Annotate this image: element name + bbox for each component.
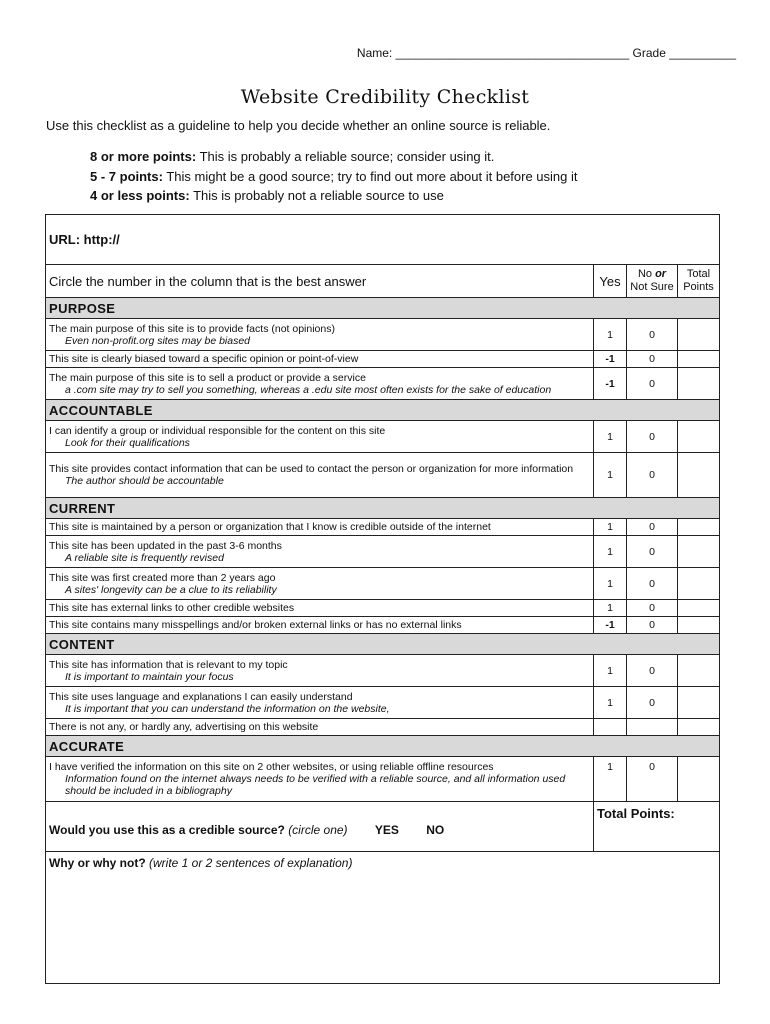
table-row	[46, 687, 720, 719]
name-grade-line	[357, 46, 736, 60]
scoring-label: 5 - 7 points:	[90, 168, 163, 184]
no-score[interactable]: 0	[627, 368, 678, 400]
final-question-text: Would you use this as a credible source?	[49, 823, 285, 837]
table-row	[46, 617, 720, 634]
yes-score[interactable]: 1	[594, 568, 627, 600]
question-text: This site provides contact information that can be used to contact the person or organization for more information	[49, 463, 574, 475]
question-hint: The author should be accountable	[65, 475, 224, 487]
scoring-line	[90, 186, 578, 206]
total-cell[interactable]	[678, 687, 720, 719]
total-cell[interactable]	[678, 600, 720, 617]
checklist-table	[45, 214, 720, 984]
question-text: This site is clearly biased toward a specific opinion or point-of-view	[46, 351, 594, 368]
table-row	[46, 600, 720, 617]
yes-score[interactable]: -1	[594, 368, 627, 400]
question-cell	[46, 368, 594, 400]
name-field[interactable]: ___________________________________	[395, 46, 630, 60]
total-points-box[interactable]: Total Points:	[594, 802, 720, 852]
question-text: The main purpose of this site is to sell a product or provide a service	[49, 371, 366, 384]
question-text: This site contains many misspellings and/or broken external links or has no external links	[46, 617, 594, 634]
yes-score[interactable]: 1	[594, 519, 627, 536]
question-hint: a .com site may try to sell you something, whereas a .edu site most often exists for the sake of education	[65, 383, 552, 396]
total-cell[interactable]	[678, 368, 720, 400]
total-cell[interactable]	[678, 655, 720, 687]
no-score[interactable]: 0	[627, 421, 678, 453]
scoring-text: This is probably not a reliable source to use	[189, 188, 444, 203]
scoring-line	[90, 167, 578, 187]
yes-score[interactable]	[594, 719, 627, 736]
total-cell[interactable]	[678, 536, 720, 568]
total-column-header	[678, 265, 720, 298]
no-score[interactable]: 0	[627, 655, 678, 687]
question-cell	[46, 687, 594, 719]
no-score[interactable]: 0	[627, 536, 678, 568]
scoring-line	[90, 147, 578, 167]
grade-field[interactable]: __________	[669, 46, 736, 60]
question-cell	[46, 453, 594, 498]
yes-choice[interactable]: YES	[374, 823, 399, 837]
table-row	[46, 655, 720, 687]
question-text: This site was first created more than 2 years ago	[49, 571, 276, 584]
scoring-label: 8 or more points:	[90, 149, 197, 164]
question-text: The main purpose of this site is to provide facts (not opinions)	[49, 322, 335, 335]
question-cell	[46, 568, 594, 600]
no-score[interactable]: 0	[627, 617, 678, 634]
question-text: I have verified the information on this site on 2 other websites, or using reliable offline resources	[49, 761, 494, 773]
final-question-hint: (circle one)	[288, 823, 348, 837]
total-cell[interactable]	[678, 568, 720, 600]
section-accountable: ACCOUNTABLE	[46, 400, 720, 421]
explanation-box[interactable]	[46, 852, 720, 984]
total-cell[interactable]	[678, 421, 720, 453]
no-choice[interactable]: NO	[426, 823, 445, 837]
question-text: This site uses language and explanations I can easily understand	[49, 690, 353, 703]
table-row	[46, 368, 720, 400]
total-cell[interactable]	[678, 617, 720, 634]
no-score[interactable]: 0	[627, 600, 678, 617]
no-column-header	[627, 265, 678, 298]
question-hint: A sites' longevity can be a clue to its reliability	[65, 583, 277, 596]
why-label: Why or why not?	[49, 856, 146, 870]
or-label: or	[655, 268, 667, 280]
no-score[interactable]	[627, 719, 678, 736]
total-cell[interactable]	[678, 519, 720, 536]
scoring-text: This might be a good source; try to find out more about it before using it	[162, 168, 578, 184]
question-cell	[46, 655, 594, 687]
question-cell	[46, 319, 594, 351]
total-cell[interactable]	[678, 319, 720, 351]
yes-column-header: Yes	[594, 265, 627, 298]
yes-score[interactable]: 1	[594, 757, 627, 802]
question-cell	[46, 536, 594, 568]
section-content: CONTENT	[46, 634, 720, 655]
question-cell	[46, 421, 594, 453]
total-cell[interactable]	[678, 757, 720, 802]
question-hint: Even non-profit.org sites may be biased	[65, 334, 251, 347]
yes-score[interactable]: 1	[594, 319, 627, 351]
yes-score[interactable]: 1	[594, 687, 627, 719]
yes-score[interactable]: 1	[594, 421, 627, 453]
table-row	[46, 519, 720, 536]
no-score[interactable]: 0	[627, 687, 678, 719]
question-hint: It is important that you can understand the information on the website,	[65, 702, 390, 715]
total-cell[interactable]	[678, 719, 720, 736]
yes-score[interactable]: 1	[594, 536, 627, 568]
no-score[interactable]: 0	[627, 351, 678, 368]
table-row	[46, 453, 720, 498]
points-label: Points	[683, 281, 714, 293]
total-cell[interactable]	[678, 351, 720, 368]
yes-score[interactable]: 1	[594, 600, 627, 617]
question-hint: Look for their qualifications	[65, 436, 190, 449]
table-row	[46, 757, 720, 802]
table-row	[46, 536, 720, 568]
section-purpose: PURPOSE	[46, 298, 720, 319]
no-score[interactable]: 0	[627, 519, 678, 536]
table-row	[46, 319, 720, 351]
question-text: This site has information that is relevant to my topic	[49, 658, 288, 671]
scoring-guide	[90, 147, 578, 206]
no-score[interactable]: 0	[627, 319, 678, 351]
scoring-label: 4 or less points:	[90, 188, 190, 203]
credible-source-question	[46, 802, 594, 852]
total-label: Total	[686, 268, 711, 280]
section-current: CURRENT	[46, 498, 720, 519]
no-score[interactable]: 0	[627, 757, 678, 802]
page-title: Website Credibility Checklist	[240, 86, 530, 108]
question-cell	[46, 757, 594, 802]
why-hint: (write 1 or 2 sentences of explanation)	[149, 856, 353, 870]
question-text: This site is maintained by a person or organization that I know is credible outside of the internet	[46, 519, 594, 536]
table-row	[46, 351, 720, 368]
question-text: This site has external links to other credible websites	[46, 600, 594, 617]
no-score[interactable]: 0	[627, 568, 678, 600]
grade-label: Grade	[632, 46, 666, 60]
question-text: This site has been updated in the past 3-6 months	[49, 539, 282, 552]
name-label: Name:	[356, 46, 393, 60]
section-accurate: ACCURATE	[46, 736, 720, 757]
table-row	[46, 568, 720, 600]
no-label: No	[637, 268, 652, 280]
question-hint: Information found on the internet always needs to be verified with a reliable source, and all information used should be included in a bibliography	[65, 773, 566, 797]
intro-text: Use this checklist as a guideline to help you decide whether an online source is reliable.	[46, 118, 551, 133]
total-cell[interactable]	[678, 453, 720, 498]
instruction-header: Circle the number in the column that is the best answer	[46, 265, 594, 298]
table-row	[46, 421, 720, 453]
scoring-text: This is probably a reliable source; consider using it.	[196, 149, 495, 164]
table-row	[46, 719, 720, 736]
question-hint: A reliable site is frequently revised	[65, 551, 224, 564]
question-text: I can identify a group or individual responsible for the content on this site	[49, 424, 386, 437]
not-sure-label: Not Sure	[630, 281, 674, 293]
yes-score[interactable]: -1	[594, 617, 627, 634]
no-score[interactable]: 0	[627, 453, 678, 498]
question-hint: It is important to maintain your focus	[65, 670, 234, 683]
yes-score[interactable]: 1	[594, 655, 627, 687]
question-text: There is not any, or hardly any, advertising on this website	[46, 719, 594, 736]
yes-score[interactable]: 1	[594, 453, 627, 498]
yes-score[interactable]: -1	[594, 351, 627, 368]
url-field[interactable]: URL: http://	[46, 215, 720, 265]
